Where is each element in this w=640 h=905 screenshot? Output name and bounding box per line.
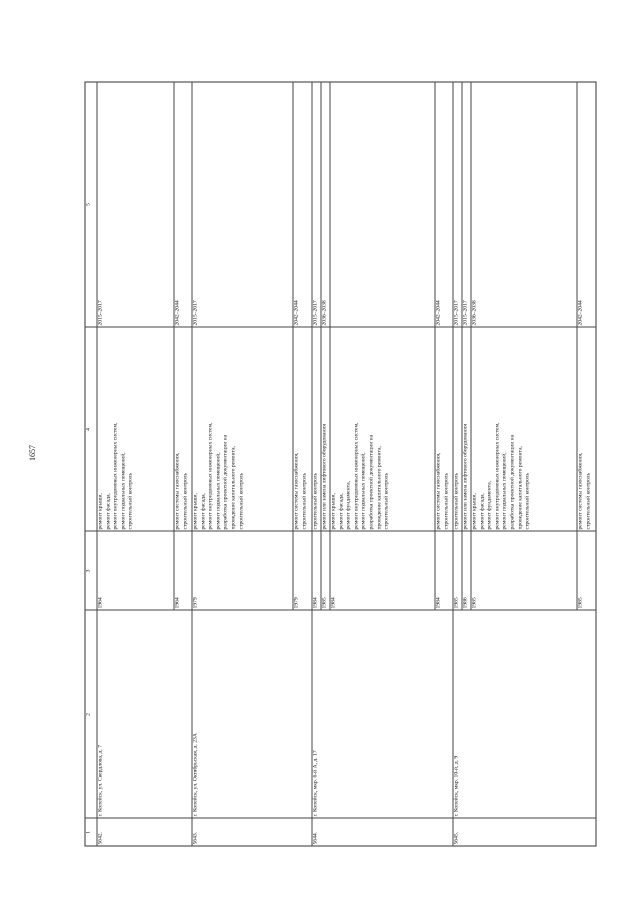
page-number: 1657 (28, 445, 37, 461)
year: 1985 (453, 596, 459, 608)
address: г. Копейск, ул. Свердлова, д. 7 (97, 744, 103, 816)
address: г. Копейск, мкр. 6-й А, д. 17 (312, 749, 318, 816)
col-divider (84, 817, 596, 818)
header-col-1: 1 (85, 830, 91, 834)
works: строительный контроль (312, 472, 318, 529)
period: 2015–2017 (312, 299, 318, 325)
works: ремонт системы газоснабжения, строительный контроль (435, 452, 449, 529)
address: г. Копейск, мкр. 10-й, д. 9 (453, 755, 459, 816)
row-number: 5643. (192, 831, 198, 844)
works: ремонт крыши, ремонт фасада, ремонт фундамента, ремонт внутридомовых инженерных систем, ремонт подвальных помещений, разработка проектной документации на проведение капитального ремонта, строительный контроль (471, 422, 531, 529)
header-col-3: 3 (85, 569, 91, 572)
period: 2042–2044 (435, 299, 441, 325)
address: г. Копейск, ул. Октябрьская, д. 23А (192, 732, 198, 816)
year: 1979 (192, 596, 198, 608)
period: 2015–2017 (192, 299, 198, 325)
year: 1984 (312, 596, 318, 608)
year: 1985 (577, 596, 583, 608)
period: 2042–2044 (577, 299, 583, 325)
year: 1979 (293, 596, 299, 608)
col-divider (84, 326, 596, 327)
col-divider (84, 609, 596, 610)
works: ремонт крыши, ремонт фасада, ремонт внутридомовых инженерных систем, ремонт подвальных помещений, строительный контроль (97, 422, 134, 529)
row-number: 5642. (97, 831, 103, 844)
year: 1984 (435, 596, 441, 608)
works: ремонт системы газоснабжения, строительный контроль (293, 452, 307, 529)
works: строительный контроль (453, 472, 459, 529)
header-col-2: 2 (85, 712, 91, 716)
year: 1985 (321, 596, 327, 608)
works: ремонт крыши, ремонт фасада, ремонт фундамента, ремонт внутридомовых инженерных систем, ремонт подвальных помещений, разработка проектной документации на проведение капитального ремонта, строительный контроль (330, 422, 390, 529)
works: ремонт или замена лифтового оборудования (321, 423, 327, 529)
period: 2042–2044 (174, 299, 180, 325)
period: 2036–2038 (471, 299, 477, 325)
year: 1964 (97, 596, 103, 608)
header-col-5: 5 (85, 202, 91, 206)
works: ремонт системы газоснабжения, строительный контроль (577, 452, 591, 529)
header-col-4: 4 (85, 427, 91, 431)
works: ремонт или замена лифтового оборудования (462, 423, 468, 529)
works: ремонт системы газоснабжения, строительный контроль (174, 452, 188, 529)
row-number: 5644. (312, 831, 318, 844)
works: ремонт крыши, ремонт фасада, ремонт внутридомовых инженерных систем, ремонт подвальных помещений, разработка проектной документации на проведение капитального ремонта, строительный контроль (192, 422, 244, 529)
period: 2015–2017 (462, 299, 468, 325)
row-number: 5645. (453, 831, 459, 844)
period: 2015–2017 (97, 299, 103, 325)
year: 1986 (462, 596, 468, 608)
period: 2042–2044 (293, 299, 299, 325)
col-divider (84, 530, 596, 531)
period: 2036–2038 (321, 299, 327, 325)
capital-repair-table (84, 81, 596, 846)
year: 1984 (330, 596, 336, 608)
year: 1985 (471, 596, 477, 608)
period: 2015–2017 (453, 299, 459, 325)
year: 1964 (174, 596, 180, 608)
